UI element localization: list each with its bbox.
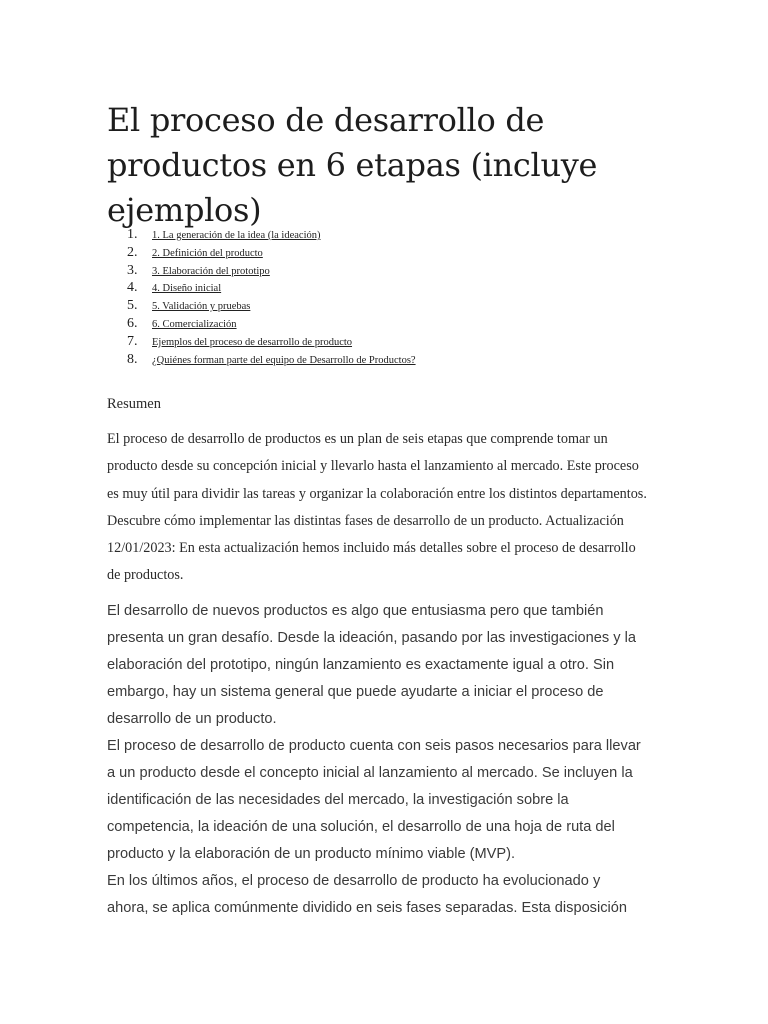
toc-item-number: 5. (127, 298, 138, 314)
toc-link[interactable]: 2. Definición del producto (152, 247, 263, 259)
toc-link[interactable]: 3. Elaboración del prototipo (152, 265, 270, 277)
toc-item-number: 4. (127, 280, 138, 296)
toc-item-number: 7. (127, 333, 138, 349)
body-paragraph: El proceso de desarrollo de producto cuenta con seis pasos necesarios para llevar a un producto desde el concepto inicial al lanzamiento al mercado. Se incluyen la identificación de las necesidades del mercado, la investigación sobre la competencia, la ideación de una solución, el desarrollo de una hoja de ruta del producto y la elaboración de un producto mínimo viable (MVP). (107, 738, 641, 862)
toc-item-number: 6. (127, 315, 138, 331)
toc-link[interactable]: 1. La generación de la idea (la ideación) (152, 230, 321, 241)
article-body (107, 598, 642, 922)
toc-link[interactable]: 5. Validación y pruebas (152, 301, 251, 313)
body-paragraph: En los últimos años, el proceso de desarrollo de producto ha evolucionado y ahora, se aplica comúnmente dividido en seis fases separadas. Esta disposición (107, 873, 627, 916)
toc-link[interactable]: Ejemplos del proceso de desarrollo de producto (152, 336, 353, 348)
toc-item-number: 2. (127, 244, 138, 260)
article-title: El proceso de desarrollo de productos en 6 etapas (incluye ejemplos) (107, 101, 598, 229)
toc-link[interactable]: ¿Quiénes forman parte del equipo de Desarrollo de Productos? (152, 354, 416, 366)
summary-heading: Resumen (107, 396, 161, 412)
toc-link[interactable]: 6. Comercialización (152, 318, 237, 330)
body-paragraph: El desarrollo de nuevos productos es algo que entusiasma pero que también presenta un gran desafío. Desde la ideación, pasando por las investigaciones y la elaboración del prototipo, ningún lanzamiento es exactamente igual a otro. Sin embargo, hay un sistema general que puede ayudarte a iniciar el proceso de desarrollo de un producto. (107, 603, 636, 727)
toc-item-number: 3. (127, 262, 138, 278)
toc-link[interactable]: 4. Diseño inicial (152, 283, 222, 295)
toc-item-number: 8. (127, 351, 138, 367)
summary-paragraph: El proceso de desarrollo de productos es un plan de seis etapas que comprende tomar un producto desde su concepción inicial y llevarlo hasta el lanzamiento al mercado. Este proceso es muy útil para dividir las tareas y organizar la colaboración entre los distintos departamentos. Descubre cómo implementar las distintas fases de desarrollo de un producto. Actualización 12/01/2023: En esta actualización hemos incluido más detalles sobre el proceso de desarrollo de productos. (107, 431, 647, 584)
toc-item-number: 1. (127, 227, 138, 242)
